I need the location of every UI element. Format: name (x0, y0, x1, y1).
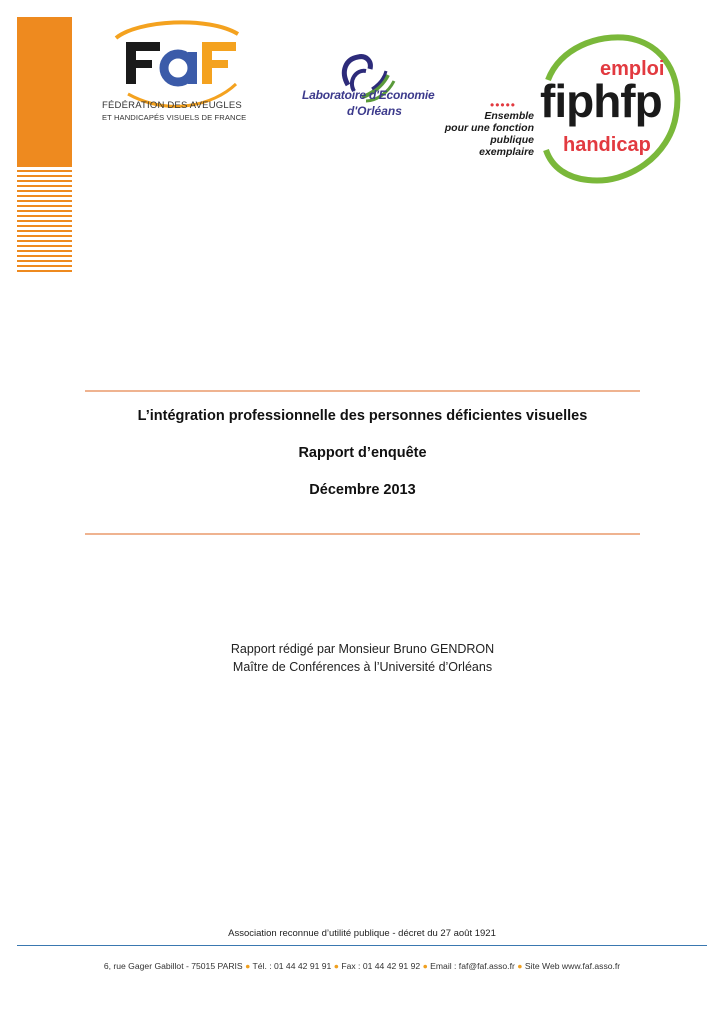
footer-email: Email : faf@faf.asso.fr (430, 961, 515, 971)
faf-federation-line1: FÉDÉRATION DES AVEUGLES (102, 100, 242, 111)
fiphfp-tagline-2: pour une fonction (444, 122, 534, 134)
faf-logo-mark (98, 16, 248, 111)
footer-address: 6, rue Gager Gabillot - 75015 PARIS (103, 961, 243, 971)
title-rule-bottom (85, 533, 640, 535)
footer-separator-dot: ● (245, 961, 251, 971)
report-date: Décembre 2013 (309, 482, 416, 498)
report-title: L’intégration professionnelle des personnes déficientes visuelles (137, 408, 588, 424)
footer-separator-dot: ● (422, 961, 428, 971)
footer-website: Site Web www.faf.asso.fr (524, 961, 621, 971)
footer-separator-dot: ● (517, 961, 523, 971)
fiphfp-tagline-3: publique exemplaire (479, 134, 534, 158)
leo-name-line2: d'Orléans (347, 104, 402, 118)
side-accent-stripes (17, 170, 72, 275)
fiphfp-emploi-label: emploi (600, 58, 665, 80)
fiphfp-tagline-1: Ensemble (484, 110, 534, 122)
author-affiliation: Maître de Conférences à l’Université d’Orléans (232, 660, 493, 674)
footer-phone: Tél. : 01 44 42 91 91 (252, 961, 332, 971)
leo-name-line1: Laboratoire d'Economie (302, 88, 435, 102)
side-accent-bar (17, 17, 72, 167)
report-subtitle: Rapport d’enquête (298, 445, 427, 461)
author-line: Rapport rédigé par Monsieur Bruno GENDRON (230, 642, 495, 656)
footer-fax: Fax : 01 44 42 91 92 (341, 961, 421, 971)
footer-contact-line (0, 961, 724, 971)
fiphfp-handicap-label: handicap (563, 134, 651, 156)
footer-divider (17, 945, 707, 946)
fiphfp-wordmark: fiphfp (540, 75, 662, 127)
fiphfp-dots: ••••• (490, 98, 517, 112)
faf-federation-line2: ET HANDICAPÉS VISUELS DE FRANCE (102, 113, 247, 122)
footer-association-note: Association reconnue d’utilité publique - décret du 27 août 1921 (228, 928, 496, 939)
title-rule-top (85, 390, 640, 392)
footer-separator-dot: ● (333, 961, 339, 971)
